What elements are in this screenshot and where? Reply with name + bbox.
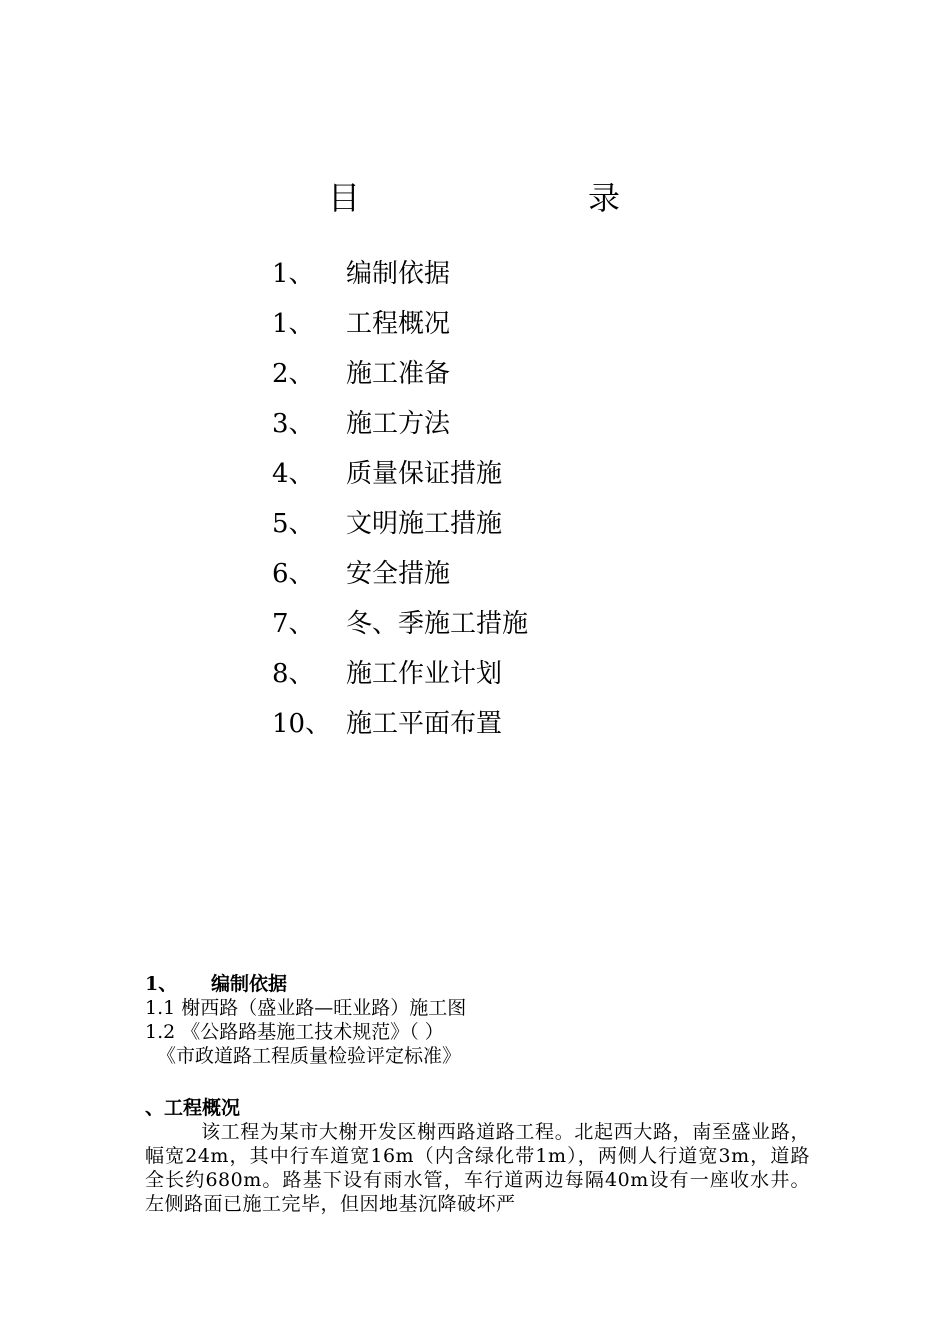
toc-item (272, 602, 528, 652)
toc-item-number: 2、 (272, 359, 315, 389)
toc-item (272, 552, 528, 602)
toc-item (272, 252, 528, 302)
toc-item-number: 6、 (272, 559, 315, 589)
toc-item-number: 1、 (272, 309, 315, 339)
toc-item-label: 质量保证措施 (346, 459, 503, 489)
section-overview (145, 1096, 810, 1216)
toc-item-label: 施工方法 (346, 409, 451, 439)
toc-item-label: 安全措施 (346, 559, 451, 589)
reference-line: 1.2 《公路路基施工技术规范》（ ） (145, 1021, 444, 1043)
toc-item-label: 工程概况 (346, 309, 451, 339)
toc-title-left: 目 (328, 179, 361, 217)
overview-paragraph: 该工程为某市大榭开发区榭西路道路工程。北起西大路，南至盛业路，幅宽24m，其中行车道宽16m（内含绿化带1m），两侧人行道宽3m，道路全长约680m。路基下设有雨水管，车行道两边每隔40m设有一座收水井。左侧路面已施工完毕，但因地基沉降破坏严 (145, 1121, 810, 1215)
toc-item-label: 施工平面布置 (346, 709, 503, 739)
table-of-contents (272, 252, 528, 752)
section-heading: 、工程概况 (145, 1097, 241, 1119)
toc-item (272, 652, 528, 702)
section-heading-number: 1、 (145, 973, 178, 995)
toc-item (272, 302, 528, 352)
toc-item-label: 施工准备 (346, 359, 451, 389)
toc-item-number: 10、 (272, 709, 332, 739)
toc-item-number: 5、 (272, 509, 315, 539)
toc-item-number: 4、 (272, 459, 315, 489)
toc-title-right: 录 (588, 179, 621, 217)
toc-item (272, 702, 528, 752)
reference-line: 1.1 榭西路（盛业路—旺业路）施工图 (145, 997, 467, 1019)
toc-item-number: 8、 (272, 659, 315, 689)
toc-item-label: 施工作业计划 (346, 659, 503, 689)
toc-item-label: 编制依据 (346, 259, 451, 289)
section-basis (145, 972, 810, 1068)
toc-item-number: 7、 (272, 609, 315, 639)
toc-item (272, 452, 528, 502)
toc-item-label: 冬、季施工措施 (346, 609, 529, 639)
reference-line: 《市政道路工程质量检验评定标准》 (157, 1045, 462, 1067)
toc-item (272, 402, 528, 452)
toc-item-label: 文明施工措施 (346, 509, 503, 539)
toc-item (272, 502, 528, 552)
section-heading (145, 972, 810, 996)
toc-item (272, 352, 528, 402)
toc-item-number: 1、 (272, 259, 315, 289)
section-heading-text: 编制依据 (211, 973, 288, 995)
toc-item-number: 3、 (272, 409, 315, 439)
